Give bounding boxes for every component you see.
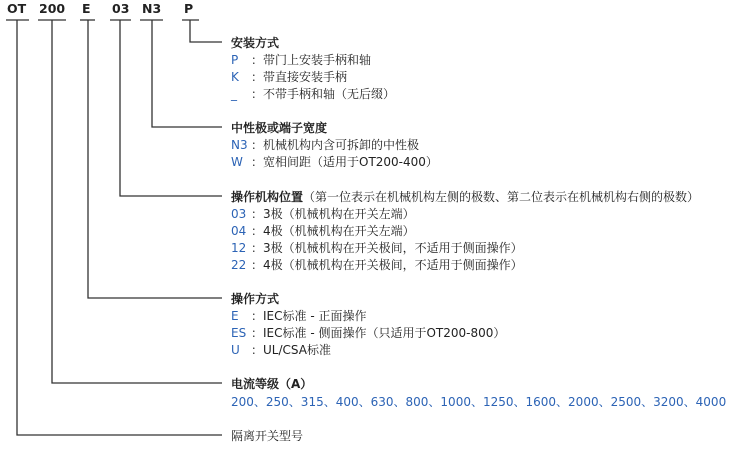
current-values: 200、250、315、400、630、800、1000、1250、1600、2000、2500、3200、4000 [231,395,727,409]
option-key: K [231,70,239,84]
option-text: ：4极（机械机构在开关左端） [251,224,415,238]
option-mounting-p [231,52,371,68]
option-operation-u [231,342,331,358]
option-key: 03 [231,207,247,221]
leader-operation [88,20,222,298]
option-mounting-k [231,69,347,85]
code-n3: N3 [142,1,162,16]
option-text: ：宽相间距（适用于OT200-400） [251,155,438,169]
code-p: P [184,1,194,16]
leader-neutral [152,20,222,127]
option-key: 04 [231,224,247,238]
leader-mounting [190,20,222,42]
heading-mechanism [231,189,699,205]
leader-mechanism [120,20,222,196]
leader-current [52,20,222,383]
option-operation-e [231,308,366,324]
heading-mounting: 安装方式 [231,36,280,50]
option-text: ：IEC标准 - 侧面操作（只适用于OT200-800） [251,326,506,340]
option-key: E [231,309,239,323]
option-text: ：带直接安装手柄 [251,70,348,84]
option-text: ：4极（机械机构在开关极间，不适用于侧面操作） [251,258,523,272]
option-mechanism-22 [231,257,523,273]
option-key: 22 [231,258,247,272]
code-ot: OT [7,1,27,16]
option-neutral-w [231,154,438,170]
code-03: 03 [112,1,130,16]
option-mechanism-04 [231,223,415,239]
heading-model: 隔离开关型号 [231,429,304,443]
option-text: ：3极（机械机构在开关极间，不适用于侧面操作） [251,241,523,255]
option-mechanism-03 [231,206,415,222]
code-200: 200 [39,1,66,16]
option-text: ：IEC标准 - 正面操作 [251,309,367,323]
code-e: E [82,1,91,16]
option-text: ：不带手柄和轴（无后缀） [251,87,396,101]
option-key: U [231,343,240,357]
option-text: ：3极（机械机构在开关左端） [251,207,415,221]
heading-neutral: 中性极或端子宽度 [231,121,328,135]
option-text: ：机械机构内含可拆卸的中性极 [251,138,420,152]
option-key: ES [231,326,247,340]
option-text: ：UL/CSA标准 [251,343,331,357]
heading-current: 电流等级（A） [231,377,313,391]
option-operation-es [231,325,505,341]
option-key: P [231,53,239,67]
option-neutral-n3 [231,137,419,153]
heading-operation: 操作方式 [231,292,280,306]
heading-mechanism-note: （第一位表示在机械机构左侧的极数、第二位表示在机械机构右侧的极数） [303,190,700,204]
option-key: _ [231,87,237,101]
option-key: 12 [231,241,247,255]
option-text: ：带门上安装手柄和轴 [251,53,372,67]
option-key: N3 [231,138,248,152]
option-key: W [231,155,243,169]
heading-mechanism-title: 操作机构位置 [231,190,304,204]
option-mechanism-12 [231,240,523,256]
option-mounting-none [231,86,395,102]
